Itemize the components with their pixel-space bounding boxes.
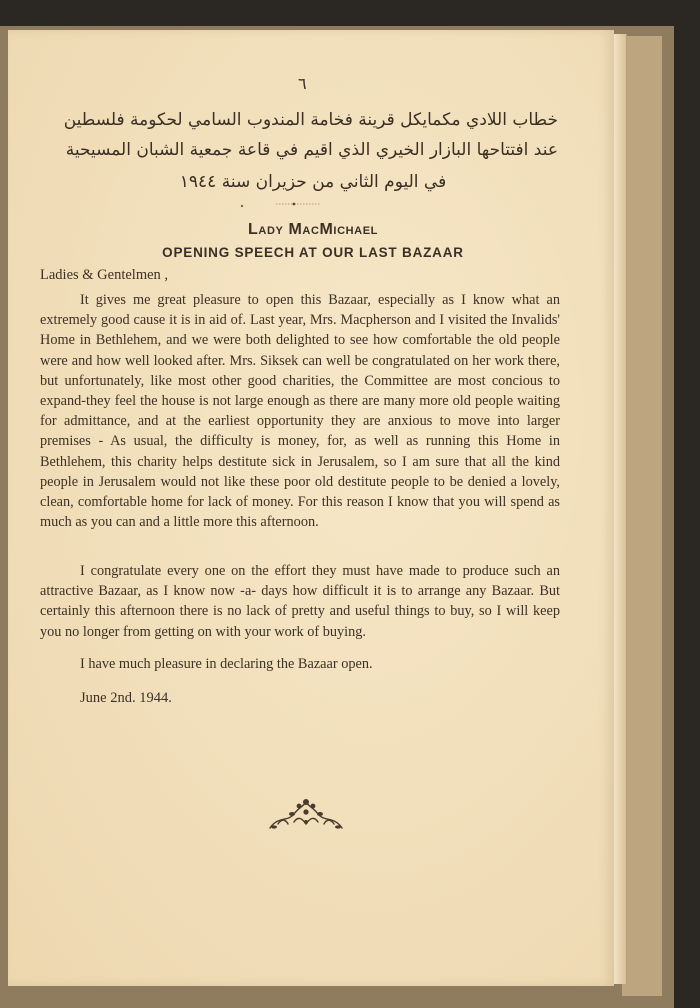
speech-subtitle: OPENING SPEECH AT OUR LAST BAZAAR <box>162 245 464 260</box>
arabic-heading-line-3: في اليوم الثاني من حزيران سنة ١٩٤٤ <box>179 172 447 192</box>
divider-ornament-icon <box>238 200 328 208</box>
page-number: ٦ <box>298 76 307 93</box>
floral-tailpiece-icon <box>264 794 348 834</box>
cover-edge <box>622 36 662 996</box>
arabic-heading-line-2: عند افتتاحها البازار الخيري الذي اقيم في قاعة جمعية الشبان المسيحية <box>65 140 558 160</box>
salutation: Ladies & Gentelmen , <box>40 267 169 283</box>
paragraph: It gives me great pleasure to open this Bazaar, especially as I know what an extremely good cause it is in aid of. Last year, Mrs. Macpherson and I visited the Invalids' Home in Bethlehem, and we were both delighted to see how comfortable the old people were and how well looked after. Mrs. Siksek can well be congratulated on her work there, but unfortunately, like most other good charities, the Committee are most concious to expand-they feel the house is not large enough as there are many more old people waiting for admittance, and at the earliest opportunity they are anxious to move into larger premises - As usual, the difficulty is money, for, as well as running this Home in Bethlehem, this charity helps destitute sick in Jerusalem, so I am sure that all the kind people in Jerusalem would not like these poor old destitute people to be denied a lovely, clean, comfortable home for lack of money. For this reason I know that you will spend as much as you can and a little more this afternoon. <box>40 292 560 531</box>
arabic-heading-line-1: خطاب اللادي مكمايكل قرينة فخامة المندوب السامي لحكومة فلسطين <box>63 110 558 130</box>
speech-title: Lady MacMichael <box>248 221 378 238</box>
paragraph: I have much pleasure in declaring the Bazaar open. <box>80 656 373 672</box>
speech-date: June 2nd. 1944. <box>80 690 172 706</box>
book-page <box>8 30 614 986</box>
paragraph: I congratulate every one on the effort they must have made to produce such an attractive Bazaar, as I know now -a- days how difficult it is to arrange any Bazaar. But certainly this afternoon there is no lack of pretty and useful things to buy, so I will keep you no longer from getting on with your work of buying. <box>40 563 560 640</box>
